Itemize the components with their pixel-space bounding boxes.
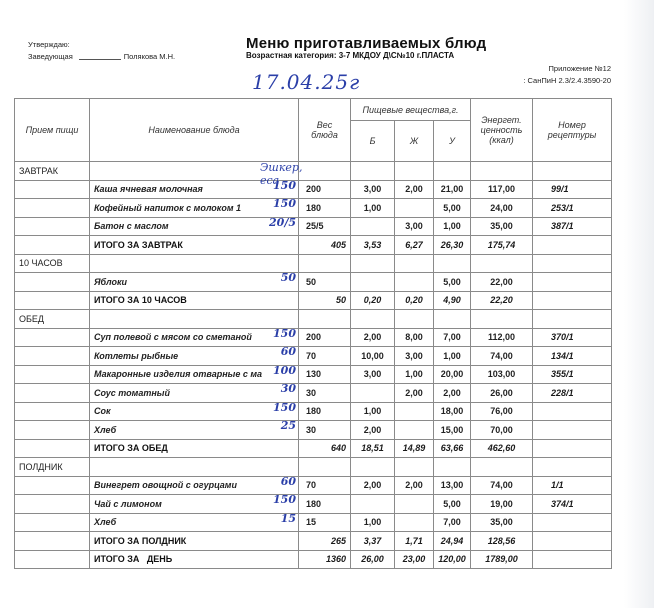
table-row bbox=[15, 365, 612, 384]
meal-section-row bbox=[15, 254, 612, 273]
dish-name: Хлеб bbox=[94, 424, 117, 435]
weight: 180 bbox=[299, 199, 351, 218]
total-fat: 14,89 bbox=[395, 439, 434, 458]
carbs: 2,00 bbox=[434, 384, 471, 403]
menu-table bbox=[14, 98, 612, 569]
fat: 3,00 bbox=[395, 217, 434, 236]
protein: 1,00 bbox=[351, 199, 395, 218]
total-carbs: 26,30 bbox=[434, 236, 471, 255]
protein: 2,00 bbox=[351, 476, 395, 495]
handwritten-amount: 60 bbox=[280, 476, 296, 488]
total-row bbox=[15, 532, 612, 551]
total-carbs: 4,90 bbox=[434, 291, 471, 310]
meal-section-row bbox=[15, 310, 612, 329]
total-energy: 175,74 bbox=[471, 236, 533, 255]
recipe-number: 99/1 bbox=[533, 180, 612, 199]
weight: 130 bbox=[299, 365, 351, 384]
carbs: 7,00 bbox=[434, 513, 471, 532]
table-row bbox=[15, 328, 612, 347]
energy: 74,00 bbox=[471, 476, 533, 495]
table-row bbox=[15, 421, 612, 440]
dish-name: Сок bbox=[94, 406, 111, 417]
dish-name: Яблоки bbox=[94, 276, 128, 287]
carbs: 1,00 bbox=[434, 217, 471, 236]
protein: 1,00 bbox=[351, 402, 395, 421]
weight: 180 bbox=[299, 495, 351, 514]
energy: 35,00 bbox=[471, 217, 533, 236]
day-total-row bbox=[15, 550, 612, 569]
total-weight: 405 bbox=[299, 236, 351, 255]
fat bbox=[395, 421, 434, 440]
protein: 3,00 bbox=[351, 180, 395, 199]
col-energy-header: Энергет. ценность (ккал) bbox=[471, 99, 533, 162]
total-label: ИТОГО ЗА ПОЛДНИК bbox=[90, 532, 299, 551]
dish-name: Макаронные изделия отварные с ма bbox=[94, 369, 263, 380]
approve-label: Утверждаю: bbox=[28, 40, 70, 49]
handwritten-amount: 60 bbox=[280, 346, 296, 358]
weight: 70 bbox=[299, 347, 351, 366]
meal-label: ЗАВТРАК bbox=[15, 162, 90, 181]
total-label: ИТОГО ЗА 10 ЧАСОВ bbox=[90, 291, 299, 310]
protein: 10,00 bbox=[351, 347, 395, 366]
protein bbox=[351, 273, 395, 292]
total-weight: 640 bbox=[299, 439, 351, 458]
meal-label: 10 ЧАСОВ bbox=[15, 254, 90, 273]
handwritten-note: Эшкер, еса bbox=[260, 161, 303, 187]
total-fat: 6,27 bbox=[395, 236, 434, 255]
table-row bbox=[15, 495, 612, 514]
total-weight: 265 bbox=[299, 532, 351, 551]
fat: 2,00 bbox=[395, 384, 434, 403]
energy: 19,00 bbox=[471, 495, 533, 514]
carbs: 15,00 bbox=[434, 421, 471, 440]
dish-name: Соус томатный bbox=[94, 387, 170, 398]
recipe-number: 355/1 bbox=[533, 365, 612, 384]
total-protein: 18,51 bbox=[351, 439, 395, 458]
weight: 70 bbox=[299, 476, 351, 495]
total-carbs: 63,66 bbox=[434, 439, 471, 458]
energy: 26,00 bbox=[471, 384, 533, 403]
protein bbox=[351, 384, 395, 403]
total-energy: 128,56 bbox=[471, 532, 533, 551]
meal-label: ПОЛДНИК bbox=[15, 458, 90, 477]
energy: 35,00 bbox=[471, 513, 533, 532]
total-row bbox=[15, 236, 612, 255]
weight: 200 bbox=[299, 180, 351, 199]
energy: 103,00 bbox=[471, 365, 533, 384]
col-b-header: Б bbox=[351, 121, 395, 162]
page-title: Меню приготавливаемых блюд bbox=[246, 35, 487, 52]
energy: 74,00 bbox=[471, 347, 533, 366]
head-label: Заведующая bbox=[28, 52, 73, 61]
table-row bbox=[15, 347, 612, 366]
total-protein: 0,20 bbox=[351, 291, 395, 310]
handwritten-amount: 50 bbox=[280, 272, 296, 284]
total-fat: 1,71 bbox=[395, 532, 434, 551]
fat: 8,00 bbox=[395, 328, 434, 347]
col-name-header: Наименование блюда bbox=[90, 99, 299, 162]
handwritten-amount: 30 bbox=[280, 383, 296, 395]
day-total-weight: 1360 bbox=[299, 550, 351, 569]
meal-section-row bbox=[15, 458, 612, 477]
fat bbox=[395, 199, 434, 218]
fat bbox=[395, 273, 434, 292]
recipe-number bbox=[533, 273, 612, 292]
carbs: 7,00 bbox=[434, 328, 471, 347]
recipe-number: 374/1 bbox=[533, 495, 612, 514]
table-row bbox=[15, 402, 612, 421]
energy: 117,00 bbox=[471, 180, 533, 199]
table-row bbox=[15, 273, 612, 292]
weight: 180 bbox=[299, 402, 351, 421]
meal-label: ОБЕД bbox=[15, 310, 90, 329]
recipe-number: 387/1 bbox=[533, 217, 612, 236]
carbs: 1,00 bbox=[434, 347, 471, 366]
protein: 3,00 bbox=[351, 365, 395, 384]
table-row bbox=[15, 384, 612, 403]
protein bbox=[351, 217, 395, 236]
handwritten-amount: 150 bbox=[273, 328, 296, 340]
signature-line bbox=[79, 59, 121, 60]
carbs: 21,00 bbox=[434, 180, 471, 199]
table-row bbox=[15, 180, 612, 199]
total-energy: 22,20 bbox=[471, 291, 533, 310]
fat bbox=[395, 402, 434, 421]
handwritten-amount: 150 bbox=[273, 180, 296, 192]
col-weight-header: Вес блюда bbox=[299, 99, 351, 162]
col-nutrients-header: Пищевые вещества,г. bbox=[351, 99, 471, 121]
fat: 2,00 bbox=[395, 180, 434, 199]
col-recipe-header: Номер рецептуры bbox=[533, 99, 612, 162]
carbs: 5,00 bbox=[434, 199, 471, 218]
energy: 76,00 bbox=[471, 402, 533, 421]
table-row bbox=[15, 199, 612, 218]
recipe-number bbox=[533, 513, 612, 532]
total-row bbox=[15, 291, 612, 310]
col-meal-header: Прием пищи bbox=[15, 99, 90, 162]
total-carbs: 24,94 bbox=[434, 532, 471, 551]
recipe-number: 134/1 bbox=[533, 347, 612, 366]
energy: 22,00 bbox=[471, 273, 533, 292]
total-weight: 50 bbox=[299, 291, 351, 310]
day-total-label: ИТОГО ЗА ДЕНЬ bbox=[90, 550, 299, 569]
dish-name: Чай с лимоном bbox=[94, 498, 162, 509]
sanpin-label: : СанПиН 2.3/2.4.3590-20 bbox=[523, 76, 611, 85]
dish-name: Суп полевой с мясом со сметаной bbox=[94, 332, 252, 343]
page-subtitle: Возрастная категория: 3-7 МКДОУ Д\С№10 г.ПЛАСТА bbox=[246, 51, 455, 60]
page-edge-shadow bbox=[624, 0, 654, 608]
carbs: 20,00 bbox=[434, 365, 471, 384]
handwritten-amount: 150 bbox=[273, 198, 296, 210]
total-label: ИТОГО ЗА ОБЕД bbox=[90, 439, 299, 458]
total-label: ИТОГО ЗА ЗАВТРАК bbox=[90, 236, 299, 255]
total-row bbox=[15, 439, 612, 458]
energy: 112,00 bbox=[471, 328, 533, 347]
weight: 200 bbox=[299, 328, 351, 347]
total-energy: 462,60 bbox=[471, 439, 533, 458]
handwritten-date: 17.04.25г bbox=[252, 70, 361, 94]
energy: 24,00 bbox=[471, 199, 533, 218]
table-row bbox=[15, 476, 612, 495]
carbs: 18,00 bbox=[434, 402, 471, 421]
handwritten-amount: 150 bbox=[273, 402, 296, 414]
recipe-number: 228/1 bbox=[533, 384, 612, 403]
recipe-number: 1/1 bbox=[533, 476, 612, 495]
handwritten-amount: 150 bbox=[273, 494, 296, 506]
weight: 30 bbox=[299, 384, 351, 403]
recipe-number bbox=[533, 402, 612, 421]
weight: 15 bbox=[299, 513, 351, 532]
fat bbox=[395, 495, 434, 514]
energy: 70,00 bbox=[471, 421, 533, 440]
day-total-protein: 26,00 bbox=[351, 550, 395, 569]
dish-name: Каша ячневая молочная bbox=[94, 184, 203, 195]
table-row bbox=[15, 513, 612, 532]
meal-section-row bbox=[15, 162, 612, 181]
recipe-number: 253/1 bbox=[533, 199, 612, 218]
protein: 2,00 bbox=[351, 328, 395, 347]
protein bbox=[351, 495, 395, 514]
dish-name: Винегрет овощной с огурцами bbox=[94, 480, 237, 491]
total-fat: 0,20 bbox=[395, 291, 434, 310]
dish-name: Котлеты рыбные bbox=[94, 350, 179, 361]
weight: 50 bbox=[299, 273, 351, 292]
recipe-number: 370/1 bbox=[533, 328, 612, 347]
weight: 25/5 bbox=[299, 217, 351, 236]
total-protein: 3,37 bbox=[351, 532, 395, 551]
carbs: 13,00 bbox=[434, 476, 471, 495]
table-row bbox=[15, 217, 612, 236]
day-total-carbs: 120,00 bbox=[434, 550, 471, 569]
day-total-energy: 1789,00 bbox=[471, 550, 533, 569]
col-zh-header: Ж bbox=[395, 121, 434, 162]
total-protein: 3,53 bbox=[351, 236, 395, 255]
protein: 2,00 bbox=[351, 421, 395, 440]
head-signature-line bbox=[28, 52, 175, 61]
dish-name: Хлеб bbox=[94, 517, 117, 528]
handwritten-amount: 20/5 bbox=[269, 217, 296, 229]
handwritten-amount: 25 bbox=[280, 420, 296, 432]
day-total-fat: 23,00 bbox=[395, 550, 434, 569]
handwritten-amount: 15 bbox=[280, 513, 296, 525]
dish-name: Кофейный напиток с молоком 1 bbox=[94, 202, 242, 213]
head-name: Полякова М.Н. bbox=[123, 52, 176, 61]
appendix-label: Приложение №12 bbox=[548, 64, 611, 73]
carbs: 5,00 bbox=[434, 495, 471, 514]
col-u-header: У bbox=[434, 121, 471, 162]
fat: 2,00 bbox=[395, 476, 434, 495]
carbs: 5,00 bbox=[434, 273, 471, 292]
handwritten-amount: 100 bbox=[273, 365, 296, 377]
recipe-number bbox=[533, 421, 612, 440]
fat: 1,00 bbox=[395, 365, 434, 384]
fat bbox=[395, 513, 434, 532]
dish-name: Батон с маслом bbox=[94, 221, 169, 232]
fat: 3,00 bbox=[395, 347, 434, 366]
protein: 1,00 bbox=[351, 513, 395, 532]
weight: 30 bbox=[299, 421, 351, 440]
